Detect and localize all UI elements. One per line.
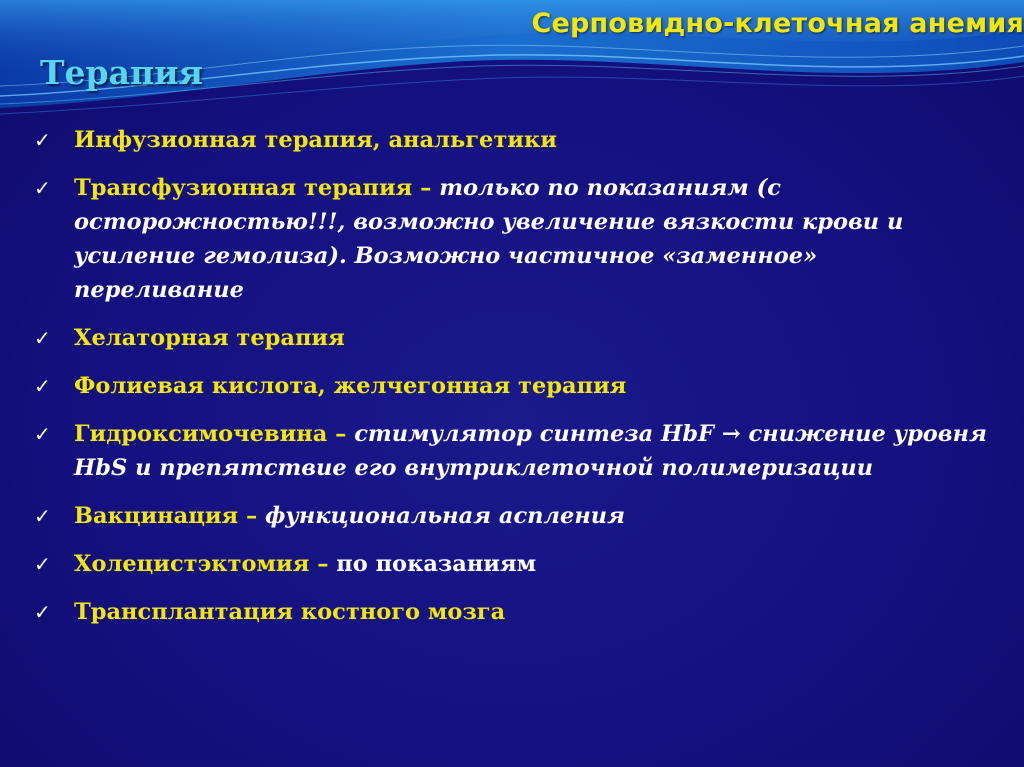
list-item <box>34 171 994 307</box>
list-item <box>34 499 994 533</box>
item-dash: – <box>238 503 266 529</box>
list-item <box>34 547 994 581</box>
item-term: Трансфузионная терапия <box>74 175 413 201</box>
checkmark-icon: ✓ <box>34 326 51 350</box>
item-term: Инфузионная терапия, анальгетики <box>74 127 557 153</box>
slide-header-title: Серповидно-клеточная анемия <box>531 8 1024 39</box>
checkmark-icon: ✓ <box>34 176 51 200</box>
item-dash: – <box>412 175 440 201</box>
list-item <box>34 369 994 403</box>
item-term: Хелаторная терапия <box>74 325 345 351</box>
item-description: только по показаниям (с осторожностью!!!, возможно увеличение вязкости крови и усиление гемолиза). Возможно частичное «заменное» переливание <box>74 175 904 303</box>
list-item <box>34 321 994 355</box>
therapy-list <box>34 123 994 643</box>
item-description: стимулятор синтеза HbF → снижение уровня HbS и препятствие его внутриклеточной полимеризации <box>74 421 987 481</box>
checkmark-icon: ✓ <box>34 552 51 576</box>
section-title: Терапия <box>40 53 204 92</box>
item-term: Трансплантация костного мозга <box>74 599 506 625</box>
list-item <box>34 123 994 157</box>
item-description: по показаниям <box>336 551 537 577</box>
checkmark-icon: ✓ <box>34 128 51 152</box>
item-term: Вакцинация <box>74 503 239 529</box>
checkmark-icon: ✓ <box>34 422 51 446</box>
item-term: Фолиевая кислота, желчегонная терапия <box>74 373 627 399</box>
item-dash: – <box>327 421 355 447</box>
checkmark-icon: ✓ <box>34 600 51 624</box>
list-item <box>34 595 994 629</box>
checkmark-icon: ✓ <box>34 374 51 398</box>
item-term: Гидроксимочевина <box>74 421 328 447</box>
item-term: Холецистэктомия <box>74 551 310 577</box>
item-dash: – <box>309 551 337 577</box>
checkmark-icon: ✓ <box>34 504 51 528</box>
list-item <box>34 417 994 485</box>
item-description: функциональная аспления <box>265 503 625 529</box>
